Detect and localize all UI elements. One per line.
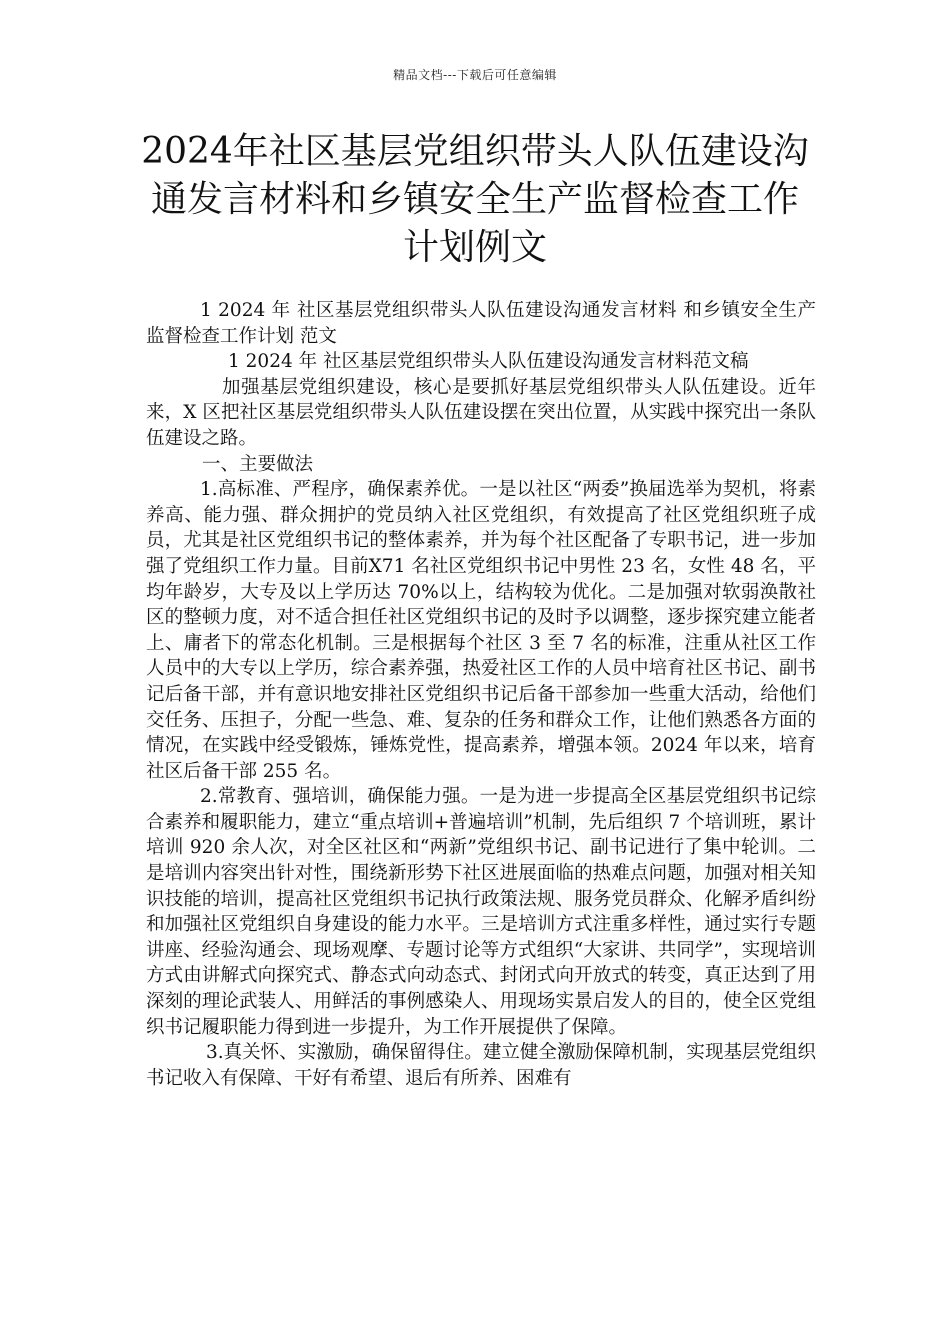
- header-note: 精品文档---下载后可任意编辑: [393, 68, 557, 82]
- subtitle2-paragraph: 1 2024 年 社区基层党组织带头人队伍建设沟通发言材料范文稿: [228, 351, 749, 373]
- document-body: [146, 298, 816, 1091]
- section-heading: 一、主要做法: [202, 453, 314, 475]
- paragraph-3: 3.真关怀、实激励，确保留得住。建立健全激励保障机制，实现基层党组织书记收入有保障、干好有希望、退后有所养、困难有: [146, 1042, 816, 1089]
- paragraph-1: 1.高标准、严程序，确保素养优。一是以社区“两委”换届选举为契机，将素养高、能力强、群众拥护的党员纳入社区党组织，有效提高了社区党组织班子成员，尤其是社区党组织书记的整体素养，并为每个社区配备了专职书记，进一步加强了党组织工作力量。目前X71 名社区党组织书记中男性 23 名，女性 48 名，平均年龄岁，大专及以上学历达 70%以上，结构较为优化。二是加强对软弱涣散社区的整顿力度，对不适合担任社区党组织书记的及时予以调整，逐步探究建立能者上、庸者下的常态化机制。三是根据每个社区 3 至 7 名的标准，注重从社区工作人员中的大专以上学历，综合素养强，热爱社区工作的人员中培育社区书记、副书记后备干部，并有意识地安排社区党组织书记后备干部参加一些重大活动，给他们交任务、压担子，分配一些急、难、复杂的任务和群众工作，让他们熟悉各方面的情况，在实践中经受锻炼，锤炼党性，提高素养，增强本领。2024 年以来，培育社区后备干部 255 名。: [146, 479, 816, 782]
- subtitle-paragraph: 1 2024 年 社区基层党组织带头人队伍建设沟通发言材料 和乡镇安全生产监督检查工作计划 范文: [146, 300, 816, 347]
- document-title: 2024年社区基层党组织带头人队伍建设沟通发言材料和乡镇安全生产监督检查工作计划例文: [141, 131, 809, 268]
- lead-paragraph: 加强基层党组织建设，核心是要抓好基层党组织带头人队伍建设。近年来，X 区把社区基层党组织带头人队伍建设摆在突出位置，从实践中探究出一条队伍建设之路。: [146, 376, 816, 449]
- paragraph-2: 2.常教育、强培训，确保能力强。一是为进一步提高全区基层党组织书记综合素养和履职能力，建立“重点培训+普遍培训”机制，先后组织 7 个培训班，累计培训 920 余人次，对全区社区和“两新”党组织书记、副书记进行了集中轮训。二是培训内容突出针对性，围绕新形势下社区进展面临的热难点问题，加强对相关知识技能的培训，提高社区党组织书记执行政策法规、服务党员群众、化解矛盾纠纷和加强社区党组织自身建设的能力水平。三是培训方式注重多样性，通过实行专题讲座、经验沟通会、现场观摩、专题讨论等方式组织“大家讲、共同学”，实现培训方式由讲解式向探究式、静态式向动态式、封闭式向开放式的转变，真正达到了用深刻的理论武装人、用鲜活的事例感染人、用现场实景启发人的目的，使全区党组织书记履职能力得到进一步提升，为工作开展提供了保障。: [146, 786, 816, 1038]
